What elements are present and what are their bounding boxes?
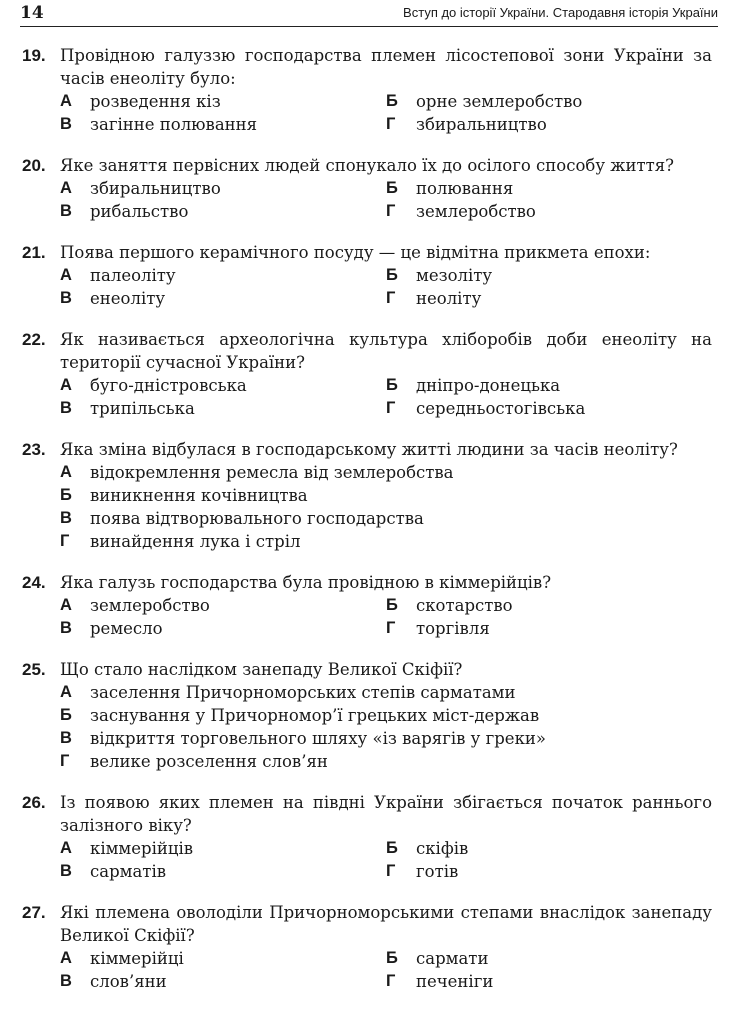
answer-text: готів [416, 862, 459, 881]
answer-option-a[interactable] [60, 264, 386, 287]
answer-option-b[interactable] [60, 484, 712, 507]
answer-options [60, 681, 712, 773]
question-text: Що стало наслідком занепаду Великої Скіфії? [60, 660, 463, 679]
answer-option-v[interactable] [60, 860, 386, 883]
answer-options [60, 947, 712, 993]
answer-letter: В [60, 399, 72, 417]
answer-letter: Б [386, 949, 398, 967]
question-text: Яке заняття первісних людей спонукало їх до осілого способу життя? [60, 156, 674, 175]
question-number: 25. [22, 660, 46, 679]
answer-options [60, 837, 712, 883]
answer-letter: В [60, 862, 72, 880]
answer-option-b[interactable] [386, 837, 712, 860]
answer-options [60, 461, 712, 553]
answer-letter: Б [386, 179, 398, 197]
answer-text: полювання [416, 179, 514, 198]
answer-option-a[interactable] [60, 461, 712, 484]
answer-text: сарматів [90, 862, 167, 881]
answer-option-g[interactable] [386, 860, 712, 883]
answer-text: землеробство [90, 596, 210, 615]
answer-letter: А [60, 92, 72, 110]
answer-letter: Г [386, 399, 396, 417]
question-text: Провідною галуззю господарства племен лісостепової зони України за часів енеоліту було: [60, 46, 712, 88]
answer-text: палеоліту [90, 266, 176, 285]
answer-option-b[interactable] [386, 374, 712, 397]
answer-letter: В [60, 202, 72, 220]
answer-text: скіфів [416, 839, 469, 858]
answer-text: мезоліту [416, 266, 493, 285]
running-title: Вступ до історії України. Стародавня історія України [403, 5, 718, 20]
question-number: 20. [22, 156, 46, 175]
question-number: 23. [22, 440, 46, 459]
answer-text: буго-дністровська [90, 376, 247, 395]
answer-option-v[interactable] [60, 287, 386, 310]
question-number: 21. [22, 243, 46, 262]
answer-letter: В [60, 972, 72, 990]
answer-text: печеніги [416, 972, 494, 991]
answer-text: винайдення лука і стріл [90, 532, 301, 551]
answer-option-a[interactable] [60, 90, 386, 113]
answer-text: розведення кіз [90, 92, 221, 111]
question-number: 19. [22, 46, 46, 65]
answer-option-b[interactable] [60, 704, 712, 727]
question-number: 27. [22, 903, 46, 922]
page-header [20, 0, 718, 27]
answer-text: збиральництво [416, 115, 547, 134]
answer-letter: Б [386, 376, 398, 394]
answer-text: заселення Причорноморських степів сарматами [90, 683, 516, 702]
question-list [22, 44, 712, 1011]
answer-text: неоліту [416, 289, 482, 308]
answer-option-a[interactable] [60, 594, 386, 617]
answer-option-v[interactable] [60, 397, 386, 420]
answer-option-b[interactable] [386, 177, 712, 200]
question-27 [22, 901, 712, 993]
answer-text: велике розселення слов’ян [90, 752, 328, 771]
answer-option-g[interactable] [386, 287, 712, 310]
answer-text: поява відтворювального господарства [90, 509, 424, 528]
answer-letter: В [60, 729, 72, 747]
answer-option-v[interactable] [60, 113, 386, 136]
answer-letter: В [60, 115, 72, 133]
answer-option-b[interactable] [386, 594, 712, 617]
question-25 [22, 658, 712, 773]
answer-letter: Г [60, 752, 70, 770]
answer-options [60, 264, 712, 310]
answer-option-v[interactable] [60, 727, 712, 750]
answer-text: кіммерійців [90, 839, 194, 858]
question-number: 24. [22, 573, 46, 592]
question-text: Поява першого керамічного посуду — це відмітна прикмета епохи: [60, 243, 651, 262]
answer-letter: А [60, 683, 72, 701]
question-number: 22. [22, 330, 46, 349]
answer-option-a[interactable] [60, 681, 712, 704]
answer-text: середньостогівська [416, 399, 586, 418]
answer-text: сармати [416, 949, 489, 968]
answer-text: збиральництво [90, 179, 221, 198]
answer-letter: Г [386, 115, 396, 133]
answer-letter: Б [60, 486, 72, 504]
answer-letter: Г [386, 972, 396, 990]
answer-letter: Б [386, 839, 398, 857]
answer-text: заснування у Причорномор’ї грецьких міст-держав [90, 706, 540, 725]
answer-option-g[interactable] [386, 397, 712, 420]
question-24 [22, 571, 712, 640]
answer-letter: А [60, 949, 72, 967]
answer-option-v[interactable] [60, 970, 386, 993]
question-23 [22, 438, 712, 553]
answer-letter: В [60, 289, 72, 307]
answer-text: енеоліту [90, 289, 166, 308]
answer-letter: Б [386, 92, 398, 110]
answer-letter: Г [386, 619, 396, 637]
answer-option-b[interactable] [386, 90, 712, 113]
answer-option-v[interactable] [60, 507, 712, 530]
answer-option-a[interactable] [60, 837, 386, 860]
answer-options [60, 374, 712, 420]
answer-letter: Г [386, 202, 396, 220]
question-text: Яка зміна відбулася в господарському житті людини за часів неоліту? [60, 440, 678, 459]
answer-letter: Г [60, 532, 70, 550]
answer-letter: А [60, 376, 72, 394]
answer-letter: А [60, 179, 72, 197]
question-number: 26. [22, 793, 46, 812]
answer-letter: А [60, 596, 72, 614]
question-26 [22, 791, 712, 883]
answer-text: орне землеробство [416, 92, 583, 111]
page-number: 14 [20, 3, 44, 23]
answer-options [60, 90, 712, 136]
answer-option-g[interactable] [60, 530, 712, 553]
question-19 [22, 44, 712, 136]
answer-text: землеробство [416, 202, 536, 221]
answer-letter: А [60, 266, 72, 284]
answer-option-g[interactable] [386, 200, 712, 223]
question-text: Яка галузь господарства була провідною в кіммерійців? [60, 573, 552, 592]
question-22 [22, 328, 712, 420]
answer-options [60, 177, 712, 223]
question-text: Які племена оволоділи Причорноморськими степами внаслідок занепаду Великої Скіфії? [60, 903, 712, 945]
answer-letter: Б [386, 596, 398, 614]
answer-letter: В [60, 619, 72, 637]
answer-text: трипільська [90, 399, 195, 418]
answer-option-v[interactable] [60, 200, 386, 223]
answer-text: кіммерійці [90, 949, 184, 968]
answer-text: скотарство [416, 596, 513, 615]
answer-text: виникнення кочівництва [90, 486, 308, 505]
answer-text: ремесло [90, 619, 163, 638]
answer-letter: Б [386, 266, 398, 284]
answer-letter: Б [60, 706, 72, 724]
answer-text: слов’яни [90, 972, 167, 991]
question-21 [22, 241, 712, 310]
answer-option-v[interactable] [60, 617, 386, 640]
answer-text: рибальство [90, 202, 189, 221]
answer-text: відокремлення ремесла від землеробства [90, 463, 454, 482]
answer-options [60, 594, 712, 640]
answer-letter: В [60, 509, 72, 527]
answer-option-g[interactable] [386, 113, 712, 136]
question-text: Із появою яких племен на півдні України збігається початок раннього залізного віку? [60, 793, 712, 835]
question-text: Як називається археологічна культура хліборобів доби енеоліту на території сучасної України? [60, 330, 712, 372]
answer-letter: А [60, 463, 72, 481]
answer-option-b[interactable] [386, 947, 712, 970]
answer-text: відкриття торговельного шляху «із варягів у греки» [90, 729, 546, 748]
answer-letter: Г [386, 289, 396, 307]
answer-option-a[interactable] [60, 177, 386, 200]
answer-letter: А [60, 839, 72, 857]
answer-option-g[interactable] [386, 970, 712, 993]
answer-letter: Г [386, 862, 396, 880]
answer-option-b[interactable] [386, 264, 712, 287]
answer-text: дніпро-донецька [416, 376, 561, 395]
answer-text: торгівля [416, 619, 490, 638]
question-20 [22, 154, 712, 223]
answer-text: загінне полювання [90, 115, 258, 134]
answer-option-a[interactable] [60, 947, 386, 970]
answer-option-g[interactable] [60, 750, 712, 773]
answer-option-g[interactable] [386, 617, 712, 640]
answer-option-a[interactable] [60, 374, 386, 397]
